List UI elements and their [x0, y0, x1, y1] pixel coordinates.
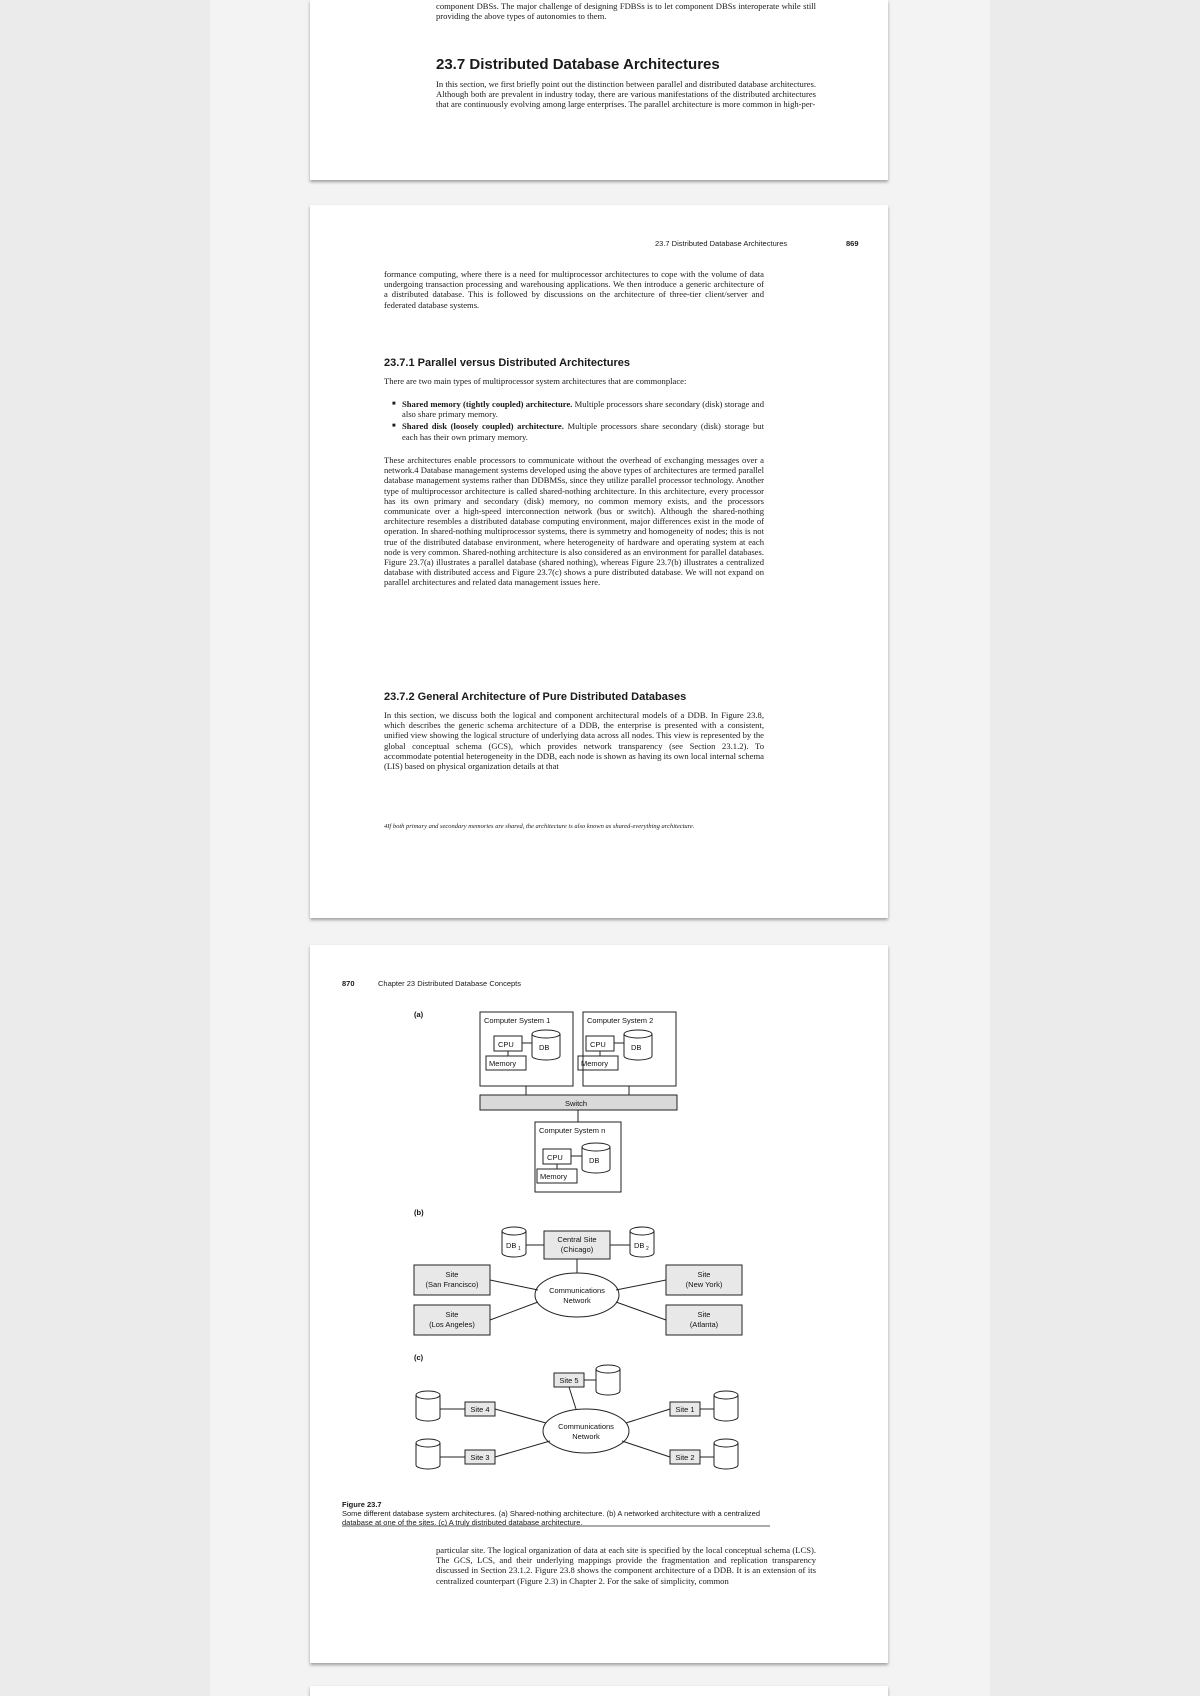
bullet-item: ■ Shared disk (loosely coupled) architecture. Multiple processors share secondary (disk) storage but each has their own primary memory. [384, 421, 764, 441]
page-868 [310, 0, 888, 180]
label-c: (c) [414, 1353, 424, 1362]
subsection-heading-2: 23.7.2 General Architecture of Pure Distributed Databases [384, 691, 687, 703]
section-paragraph: In this section, we first briefly point out the distinction between parallel and distributed database architectures. Although both are prevalent in industry today, there are various manifestations of the distributed architectures that are continuously evolving among large enterprises. The parallel architecture is more common in high-per- [436, 79, 816, 110]
switch-label: Switch [565, 1099, 588, 1108]
page-871 [310, 1686, 888, 1696]
central-site-city: (Chicago) [560, 1245, 594, 1254]
site-city: (New York) [685, 1280, 723, 1289]
bullet-item: ■ Shared memory (tightly coupled) architecture. Multiple processors share secondary (disk) storage and also share primary memory. [384, 399, 764, 419]
page-number: 870 [342, 979, 355, 988]
network-label: Communications [558, 1422, 614, 1431]
db-label: DB [539, 1043, 550, 1052]
subsection-intro: There are two main types of multiprocessor system architectures that are commonplace: [384, 376, 687, 386]
bullet-list [384, 397, 764, 444]
label-a: (a) [414, 1010, 424, 1019]
computer-system-n-label: Computer System n [539, 1126, 606, 1135]
site-label: Site [445, 1310, 459, 1319]
network-label: Communications [549, 1286, 605, 1295]
figure-caption [342, 1500, 772, 1527]
site-label: Site 4 [470, 1405, 490, 1414]
db-subscript: 1 [518, 1246, 521, 1252]
db-subscript: 2 [646, 1246, 649, 1252]
label-b: (b) [414, 1208, 424, 1217]
memory-label: Memory [489, 1059, 517, 1068]
db-label: DB [589, 1156, 600, 1165]
footnote: 4If both primary and secondary memories are shared, the architecture is also known as shared-everything architecture. [384, 823, 695, 830]
db-label: DB [631, 1043, 642, 1052]
paragraph-3: In this section, we discuss both the logical and component architectural models of a DDB. In Figure 23.8, which describes the generic schema architecture of a DDB, the enterprise is presented with a consistent, unified view showing the logical structure of underlying data across all nodes. This view is represented by the global conceptual schema (GCS), which provides network transparency (see Section 23.1.2). To accommodate potential heterogeneity in the DDB, each node is shown as having its own local internal schema (LIS) based on physical organization details at that [384, 710, 764, 772]
paragraph-2: These architectures enable processors to communicate without the overhead of exchanging messages over a network.4 Database management systems developed using the above types of architectures are termed parallel database management systems rather than DDBMSs, since they utilize parallel processor technology. Another type of multiprocessor architecture is called shared-nothing architecture. In this architecture, every processor has its own primary and secondary (disk) memory, no common memory exists, and the processors communicate over a high-speed interconnection network (bus or switch). Although the shared-nothing architecture resembles a distributed database computing environment, major differences exist in the mode of operation. In shared-nothing multiprocessor systems, there is symmetry and homogeneity of nodes; this is not true of the distributed database environment, where heterogeneity of hardware and operating system at each node is very common. Shared-nothing architecture is also considered as an environment for parallel databases. Figure 23.7(a) illustrates a parallel database (shared nothing), whereas Figure 23.7(b) illustrates a centralized database with distributed access and Figure 23.7(c) shows a pure distributed database. We will not expand on parallel architectures and related data management issues here. [384, 455, 764, 588]
memory-label: Memory [540, 1172, 568, 1181]
communications-network [543, 1409, 629, 1453]
page-870 [310, 945, 888, 1663]
running-head: Chapter 23 Distributed Database Concepts [378, 979, 521, 988]
site-city: (San Francisco) [425, 1280, 479, 1289]
memory-label: Memory [581, 1059, 609, 1068]
site-label: Site [697, 1310, 711, 1319]
section-heading: 23.7 Distributed Database Architectures [436, 56, 720, 73]
paragraph-1: formance computing, where there is a need for multiprocessor architectures to cope with the volume of data undergoing transaction processing and warehousing applications. We then introduce a generic architecture of a distributed database. This is followed by discussions on the architecture of three-tier client/server and federated database systems. [384, 269, 764, 310]
subsection-heading-1: 23.7.1 Parallel versus Distributed Architectures [384, 357, 630, 369]
figure-caption-text: Some different database system architectures. (a) Shared-nothing architecture. (b) A networked architecture with a centralized database at one of the sites. (c) A truly distributed database architecture. [342, 1509, 760, 1527]
cpu-label: CPU [498, 1040, 514, 1049]
paragraph: particular site. The logical organization of data at each site is specified by the local conceptual schema (LCS). The GCS, LCS, and their underlying mappings provide the fragmentation and replication transparency discussed in Section 23.1.2. Figure 23.8 shows the component architecture of a DDB. It is an extension of its centralized counterpart (Figure 2.3) in Chapter 2. For the sake of simplicity, common [436, 1545, 816, 1586]
page-number: 869 [846, 239, 859, 248]
site-label: Site [697, 1270, 711, 1279]
site-label: Site 2 [675, 1453, 695, 1462]
intro-text: component DBSs. The major challenge of designing FDBSs is to let component DBSs interoperate while still providing the above types of autonomies to them. [436, 1, 816, 22]
site-label: Site [445, 1270, 459, 1279]
central-site-label: Central Site [557, 1235, 597, 1244]
cpu-label: CPU [547, 1153, 563, 1162]
network-label: Network [572, 1432, 600, 1441]
document-viewer[interactable] [210, 0, 990, 1696]
db-label: DB [634, 1241, 645, 1250]
page-869 [310, 205, 888, 918]
db-label: DB [506, 1241, 517, 1250]
communications-network [535, 1273, 619, 1317]
running-head: 23.7 Distributed Database Architectures [655, 239, 788, 248]
site-city: (Los Angeles) [429, 1320, 475, 1329]
site-label: Site 5 [559, 1376, 579, 1385]
site-city: (Atlanta) [689, 1320, 719, 1329]
computer-system-2-label: Computer System 2 [587, 1016, 654, 1025]
figure-caption-title: Figure 23.7 [342, 1500, 382, 1509]
cpu-label: CPU [590, 1040, 606, 1049]
site-label: Site 3 [470, 1453, 490, 1462]
site-label: Site 1 [675, 1405, 695, 1414]
network-label: Network [563, 1296, 591, 1305]
computer-system-1-label: Computer System 1 [484, 1016, 551, 1025]
